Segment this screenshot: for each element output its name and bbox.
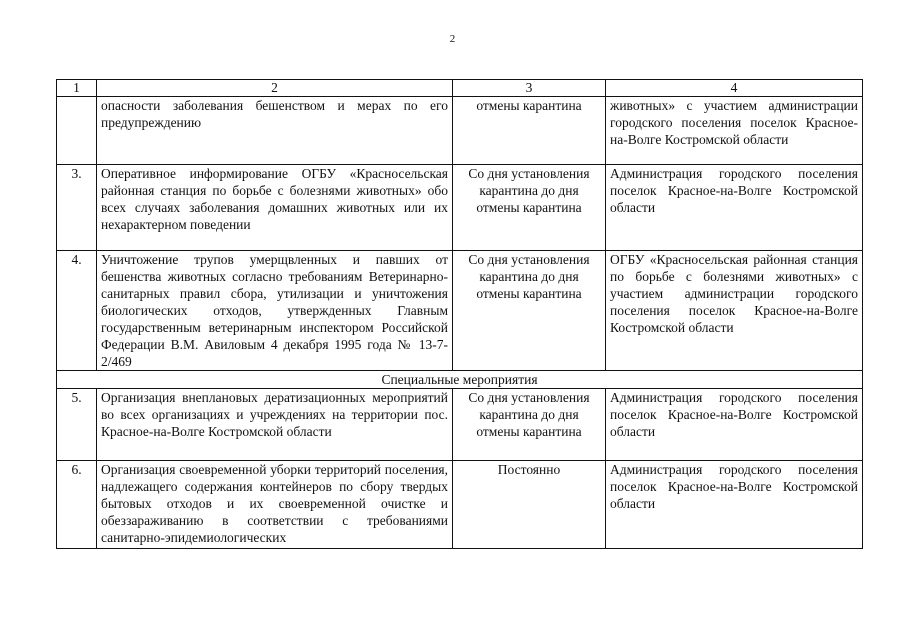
page-number: 2	[449, 33, 456, 45]
row-number	[57, 97, 97, 165]
section-row	[57, 371, 863, 389]
table-row	[57, 461, 863, 549]
column-header-3: 3	[453, 80, 606, 97]
measure-description: Уничтожение трупов умерщвленных и павших от бешенства животных согласно требованиям Ветеринарно-санитарных правил сбора, утилизации и уничтожения биологических отходов, утвержденных Главным государственным ветеринарным инспектором Российской Федерации В.М. Авиловым 4 декабря 1995 года № 13-7-2/469	[97, 251, 453, 371]
measure-deadline: Со дня установления карантина до дня отмены карантина	[453, 165, 606, 251]
table-row	[57, 389, 863, 461]
row-number: 3.	[57, 165, 97, 251]
measure-responsible: ОГБУ «Красносельская районная станция по борьбе с болезнями животных» с участием администрации городского поселения поселок Красное-на-Волге Костромской области	[606, 251, 863, 371]
column-header-2: 2	[97, 80, 453, 97]
measures-table	[56, 79, 863, 549]
table-row	[57, 165, 863, 251]
measure-description: Оперативное информирование ОГБУ «Красносельская районная станция по борьбе с болезнями животных» обо всех случаях заболевания домашних животных или их нехарактерном поведении	[97, 165, 453, 251]
measure-responsible: Администрация городского поселения поселок Красное-на-Волге Костромской области	[606, 461, 863, 549]
column-header-4: 4	[606, 80, 863, 97]
row-number: 4.	[57, 251, 97, 371]
section-title: Специальные мероприятия	[57, 371, 863, 389]
measure-deadline: Со дня установления карантина до дня отмены карантина	[453, 389, 606, 461]
measure-description: Организация своевременной уборки территорий поселения, надлежащего содержания контейнеров по сбору твердых бытовых отходов и их своевременной очистке и обеззараживанию в соответствии с требованиями санитарно-эпидемиологических	[97, 461, 453, 549]
row-number: 5.	[57, 389, 97, 461]
measure-responsible: Администрация городского поселения поселок Красное-на-Волге Костромской области	[606, 389, 863, 461]
measure-responsible: животных» с участием администрации городского поселения поселок Красное-на-Волге Костромской области	[606, 97, 863, 165]
measure-deadline: отмены карантина	[453, 97, 606, 165]
measure-deadline: Со дня установления карантина до дня отмены карантина	[453, 251, 606, 371]
column-header-1: 1	[57, 80, 97, 97]
measure-description: Организация внеплановых дератизационных мероприятий во всех организациях и учреждениях на территории пос. Красное-на-Волге Костромской области	[97, 389, 453, 461]
row-number: 6.	[57, 461, 97, 549]
measure-description: опасности заболевания бешенством и мерах по его предупреждению	[97, 97, 453, 165]
table-row	[57, 97, 863, 165]
measure-responsible: Администрация городского поселения поселок Красное-на-Волге Костромской области	[606, 165, 863, 251]
table-header-row	[57, 80, 863, 97]
table-row	[57, 251, 863, 371]
measure-deadline: Постоянно	[453, 461, 606, 549]
